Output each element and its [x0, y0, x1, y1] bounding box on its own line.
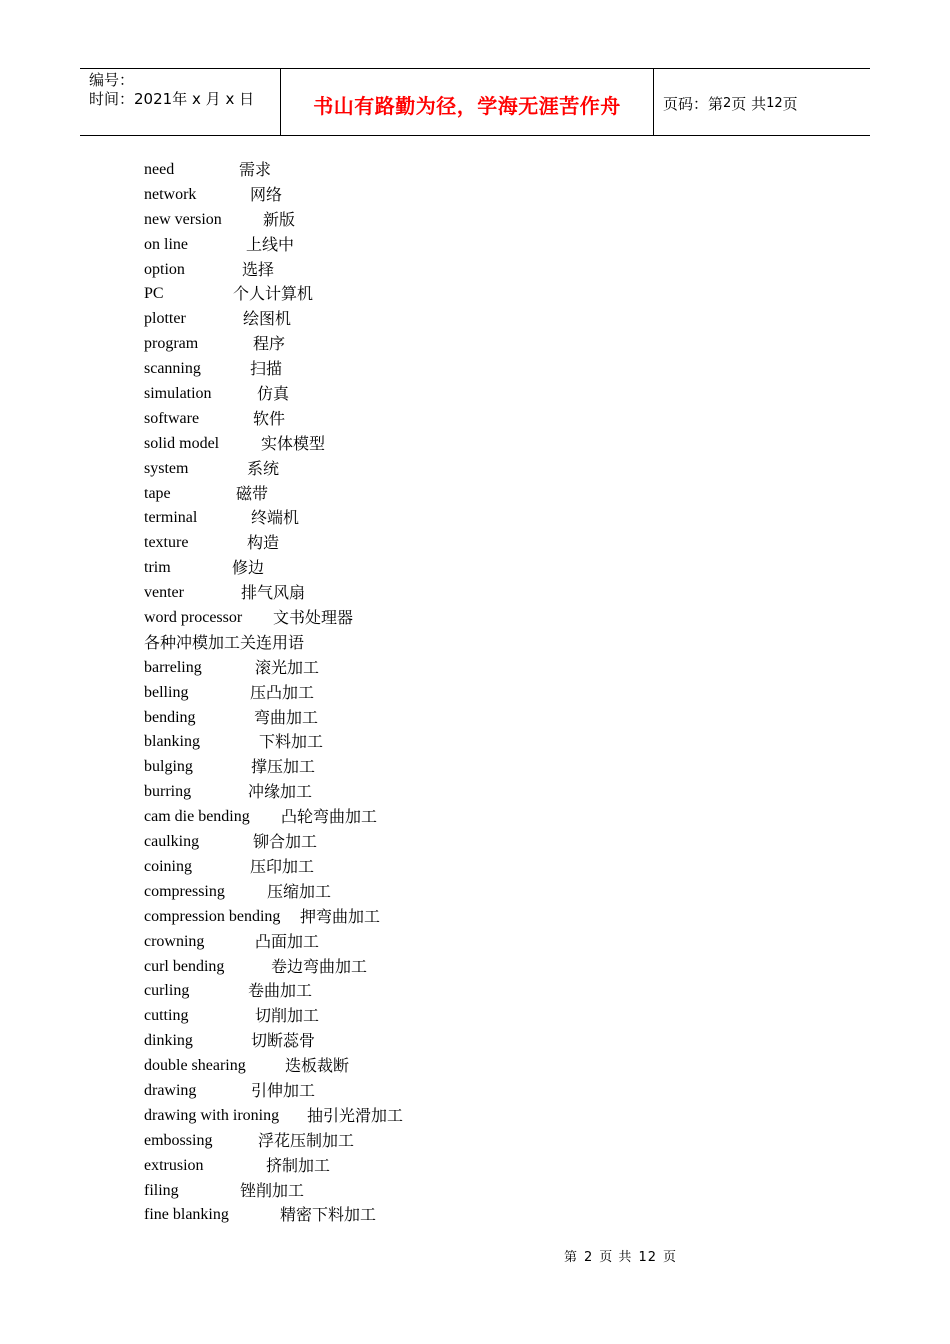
glossary-row	[144, 780, 644, 805]
page-header	[80, 68, 870, 136]
term-chinese: 卷边弯曲加工	[271, 956, 368, 976]
glossary-row	[144, 706, 644, 731]
term-english: coining	[144, 857, 192, 875]
glossary-row	[144, 1203, 644, 1228]
glossary-row	[144, 1179, 644, 1204]
glossary-row	[144, 979, 644, 1004]
glossary-row	[144, 1129, 644, 1154]
term-chinese: 绘图机	[243, 309, 292, 329]
section-heading	[144, 631, 644, 656]
glossary-row	[144, 880, 644, 905]
term-chinese: 修边	[232, 558, 265, 578]
footer-total: 12	[638, 1250, 657, 1265]
term-english: cam die bending	[144, 808, 250, 826]
term-english: embossing	[144, 1131, 213, 1149]
term-chinese: 铆合加工	[253, 832, 318, 852]
term-english: tape	[144, 484, 171, 502]
page-current: 2	[723, 95, 732, 111]
term-chinese: 压缩加工	[267, 881, 332, 901]
term-chinese: 需求	[239, 160, 272, 179]
glossary-row	[144, 407, 644, 432]
glossary-row	[144, 805, 644, 830]
term-english: PC	[144, 285, 164, 303]
glossary-row	[144, 1154, 644, 1179]
glossary-row	[144, 606, 644, 631]
term-chinese: 锉削加工	[240, 1180, 305, 1200]
term-english: fine blanking	[144, 1206, 229, 1224]
term-chinese: 上线中	[246, 234, 295, 254]
glossary-row	[144, 282, 644, 307]
term-chinese: 网络	[250, 184, 283, 204]
term-chinese: 排气风扇	[241, 583, 306, 603]
page-total: 12	[766, 95, 783, 111]
term-chinese: 软件	[253, 408, 286, 428]
header-motto: 书山有路勤为径，学海无涯苦作舟	[281, 69, 654, 135]
glossary-row	[144, 930, 644, 955]
glossary-row	[144, 183, 644, 208]
term-english: extrusion	[144, 1156, 204, 1174]
term-chinese: 构造	[247, 533, 280, 553]
term-chinese: 实体模型	[261, 433, 326, 453]
glossary-row	[144, 755, 644, 780]
glossary-row	[144, 1004, 644, 1029]
glossary-row	[144, 855, 644, 880]
term-chinese: 迭板裁断	[285, 1056, 350, 1076]
term-english: blanking	[144, 733, 200, 751]
term-english: venter	[144, 584, 184, 602]
page-mid: 页 共	[731, 94, 767, 113]
footer-suffix: 页	[662, 1250, 677, 1265]
term-english: plotter	[144, 310, 186, 328]
term-english: software	[144, 409, 200, 427]
term-chinese: 切削加工	[255, 1006, 320, 1026]
term-english: double shearing	[144, 1057, 246, 1075]
term-english: barreling	[144, 658, 202, 676]
term-english: trim	[144, 559, 171, 577]
date-month-suffix: 月	[205, 90, 221, 108]
glossary-row	[144, 1079, 644, 1104]
term-english: word processor	[144, 609, 243, 627]
term-chinese: 下料加工	[259, 732, 324, 752]
term-english: system	[144, 459, 189, 477]
term-chinese: 扫描	[250, 359, 283, 379]
term-english: burring	[144, 783, 192, 801]
glossary-row	[144, 382, 644, 407]
term-english: bulging	[144, 758, 193, 776]
term-chinese: 选择	[242, 259, 275, 279]
term-chinese: 文书处理器	[273, 608, 354, 628]
date-day: x	[225, 90, 235, 108]
glossary-row	[144, 905, 644, 930]
section-heading-text: 各种冲模加工关连用语	[144, 632, 305, 652]
date-year-suffix: 年	[172, 90, 188, 108]
footer-mid: 页 共	[599, 1250, 633, 1265]
term-english: program	[144, 335, 199, 353]
glossary-row	[144, 531, 644, 556]
term-chinese: 个人计算机	[233, 284, 314, 304]
glossary-row	[144, 1029, 644, 1054]
glossary-row	[144, 656, 644, 681]
term-english: dinking	[144, 1032, 193, 1050]
term-english: filing	[144, 1181, 179, 1199]
glossary-row	[144, 432, 644, 457]
glossary-row	[144, 730, 644, 755]
term-chinese: 滚光加工	[255, 657, 320, 677]
term-chinese: 撑压加工	[251, 757, 316, 777]
term-english: network	[144, 185, 197, 203]
term-english: bending	[144, 708, 196, 726]
glossary-row	[144, 556, 644, 581]
term-chinese: 凸轮弯曲加工	[281, 807, 378, 827]
term-english: compressing	[144, 882, 225, 900]
term-english: curling	[144, 982, 190, 1000]
term-chinese: 程序	[253, 334, 286, 354]
term-english: option	[144, 260, 185, 278]
page-footer	[564, 1246, 683, 1265]
term-english: texture	[144, 534, 189, 552]
glossary-row	[144, 1054, 644, 1079]
glossary-row	[144, 1104, 644, 1129]
term-english: on line	[144, 235, 188, 253]
glossary-row	[144, 258, 644, 283]
date-line	[89, 90, 280, 109]
glossary-row	[144, 955, 644, 980]
date-day-suffix: 日	[239, 90, 255, 108]
term-chinese: 磁带	[236, 483, 269, 503]
header-page-number	[654, 69, 870, 135]
term-english: new version	[144, 210, 222, 228]
page-label: 页码：第	[663, 94, 724, 113]
glossary-row	[144, 482, 644, 507]
term-chinese: 精密下料加工	[280, 1205, 377, 1225]
glossary-row	[144, 457, 644, 482]
term-english: cutting	[144, 1007, 189, 1025]
term-chinese: 挤制加工	[266, 1155, 331, 1175]
term-english: scanning	[144, 360, 201, 378]
term-chinese: 押弯曲加工	[300, 906, 381, 926]
term-chinese: 终端机	[251, 508, 300, 528]
term-english: caulking	[144, 833, 200, 851]
date-year: 2021	[134, 90, 173, 108]
term-english: simulation	[144, 385, 212, 403]
glossary-row	[144, 233, 644, 258]
term-chinese: 压印加工	[250, 856, 315, 876]
term-english: solid model	[144, 434, 220, 452]
term-english: drawing	[144, 1081, 197, 1099]
term-chinese: 凸面加工	[255, 931, 320, 951]
term-chinese: 切断蕊骨	[251, 1031, 316, 1051]
term-chinese: 浮花压制加工	[258, 1130, 355, 1150]
term-chinese: 新版	[263, 209, 296, 229]
glossary-list	[144, 158, 644, 1228]
term-chinese: 引伸加工	[251, 1080, 316, 1100]
footer-prefix: 第	[564, 1250, 579, 1265]
serial-number-label: 编号：	[89, 71, 135, 89]
footer-current: 2	[584, 1250, 594, 1265]
term-chinese: 弯曲加工	[254, 707, 319, 727]
date-month: x	[192, 90, 201, 108]
term-chinese: 卷曲加工	[248, 981, 313, 1001]
term-chinese: 仿真	[257, 384, 290, 404]
term-english: terminal	[144, 509, 198, 527]
term-chinese: 抽引光滑加工	[307, 1105, 404, 1125]
glossary-row	[144, 357, 644, 382]
term-english: belling	[144, 683, 189, 701]
date-label: 时间：	[89, 90, 135, 108]
term-chinese: 系统	[247, 458, 280, 478]
term-english: need	[144, 161, 175, 178]
glossary-row	[144, 208, 644, 233]
term-english: drawing with ironing	[144, 1106, 280, 1124]
header-meta	[80, 69, 281, 135]
term-english: compression bending	[144, 907, 281, 925]
glossary-row	[144, 681, 644, 706]
glossary-row	[144, 307, 644, 332]
glossary-row	[144, 581, 644, 606]
page-end: 页	[782, 94, 798, 113]
term-chinese: 压凸加工	[250, 682, 315, 702]
term-english: crowning	[144, 932, 205, 950]
term-english: curl bending	[144, 957, 225, 975]
term-chinese: 冲缘加工	[248, 782, 313, 802]
glossary-row	[144, 830, 644, 855]
glossary-row	[144, 332, 644, 357]
glossary-row	[144, 506, 644, 531]
glossary-row	[144, 158, 644, 183]
